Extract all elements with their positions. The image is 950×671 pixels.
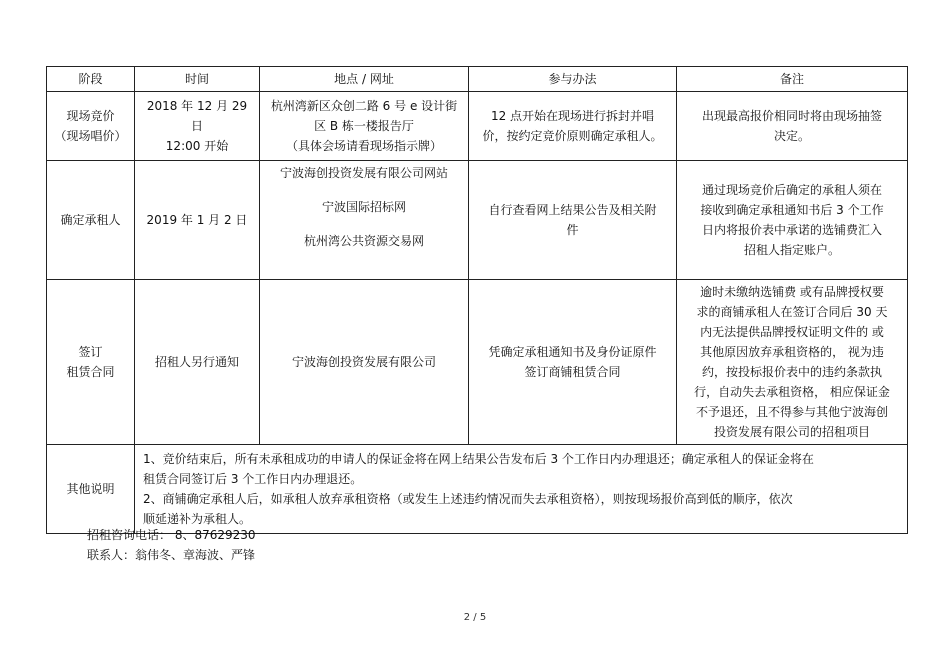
remark-text: 通过现场竞价后确定的承租人须在 — [701, 183, 882, 197]
remark-text: 逾时未缴纳选铺费 或有品牌授权要 — [700, 285, 884, 299]
method-text: 价，按约定竞价原则确定承租人。 — [482, 129, 663, 143]
place-text: 宁波国际招标网 — [321, 200, 406, 214]
method-cell — [469, 161, 677, 280]
remark-text: 出现最高报价相同时将由现场抽签 — [701, 109, 882, 123]
note-line: 1、竞价结束后，所有未承租成功的申请人的保证金将在网上结果公告发布后 3 个工作日内办理退还；确定承租人的保证金将在 — [143, 452, 814, 466]
method-text: 12 点开始在现场进行拆封并唱 — [490, 109, 655, 123]
stage-cell — [47, 92, 135, 161]
remark-text: 招租人指定账户。 — [743, 243, 840, 257]
table-row — [47, 161, 908, 280]
time-cell — [135, 92, 260, 161]
note-line: 租赁合同签订后 3 个工作日内办理退还。 — [143, 472, 363, 486]
table-row — [47, 445, 908, 534]
time-text: 2019 年 1 月 2 日 — [146, 213, 248, 227]
place-cell — [260, 161, 469, 280]
remark-cell — [677, 161, 908, 280]
remark-cell — [677, 92, 908, 161]
time-text: 12:00 开始 — [165, 139, 229, 153]
remark-text: 求的商铺承租人在签订合同后 30 天 — [696, 305, 888, 319]
table-row — [47, 280, 908, 445]
header-place: 地点 / 网址 — [260, 67, 469, 92]
stage-cell — [47, 161, 135, 280]
note-line: 2、商铺确定承租人后，如承租人放弃承租资格（或发生上述违约情况而失去承租资格），则按现场报价高到低的顺序，依次 — [143, 492, 793, 506]
header-stage: 阶段 — [47, 67, 135, 92]
remark-text: 其他原因放弃承租资格的， 视为违 — [700, 345, 884, 359]
header-time: 时间 — [135, 67, 260, 92]
schedule-table — [46, 66, 908, 534]
method-text: 自行查看网上结果公告及相关附 — [488, 203, 657, 217]
place-cell — [260, 92, 469, 161]
remark-text: 日内将报价表中承诺的选铺费汇入 — [701, 223, 882, 237]
page-number: 2 / 5 — [463, 612, 487, 623]
remark-cell — [677, 280, 908, 445]
place-cell — [260, 280, 469, 445]
time-text: 2018 年 12 月 29 日 — [146, 99, 248, 133]
remark-text: 行，自动失去承租资格， 相应保证金 — [694, 385, 890, 399]
method-text: 凭确定承租通知书及身份证原件 — [488, 345, 657, 359]
stage-text: 租赁合同 — [66, 365, 115, 379]
contact-people: 联系人：翁伟冬、章海波、严锋 — [87, 548, 256, 562]
method-text: 签订商铺租赁合同 — [524, 365, 621, 379]
method-cell — [469, 280, 677, 445]
header-remark: 备注 — [677, 67, 908, 92]
notes-label: 其他说明 — [47, 445, 135, 534]
table-header-row — [47, 67, 908, 92]
remark-text: 不予退还，且不得参与其他宁波海创 — [695, 405, 888, 419]
remark-text: 决定。 — [773, 129, 810, 143]
time-cell — [135, 280, 260, 445]
time-text: 招租人另行通知 — [154, 355, 239, 369]
place-text: 宁波海创投资发展有限公司网站 — [279, 166, 448, 180]
stage-text: （现场唱价） — [54, 129, 127, 143]
time-cell — [135, 161, 260, 280]
place-text: 杭州湾新区众创二路 6 号 e 设计街 — [270, 99, 458, 113]
remark-text: 内无法提供品牌授权证明文件的 或 — [700, 325, 884, 339]
stage-text: 现场竞价 — [66, 109, 115, 123]
contact-phone: 招租咨询电话： 8、87629230 — [87, 528, 256, 542]
notes-cell — [135, 445, 908, 534]
method-text: 件 — [566, 223, 579, 237]
remark-text: 接收到确定承租通知书后 3 个工作 — [700, 203, 884, 217]
remark-text: 约，按投标报价表中的违约条款执 — [701, 365, 882, 379]
method-cell — [469, 92, 677, 161]
place-text: 杭州湾公共资源交易网 — [303, 234, 424, 248]
place-text: 宁波海创投资发展有限公司 — [291, 355, 436, 369]
remark-text: 投资发展有限公司的招租项目 — [713, 425, 870, 439]
note-line: 顺延递补为承租人。 — [143, 512, 252, 526]
header-method: 参与办法 — [469, 67, 677, 92]
stage-text: 确定承租人 — [60, 213, 121, 227]
stage-cell — [47, 280, 135, 445]
stage-text: 签订 — [78, 345, 103, 359]
place-text: （具体会场请看现场指示牌） — [285, 139, 442, 153]
place-text: 区 B 栋一楼报告厅 — [314, 119, 414, 133]
table-row — [47, 92, 908, 161]
